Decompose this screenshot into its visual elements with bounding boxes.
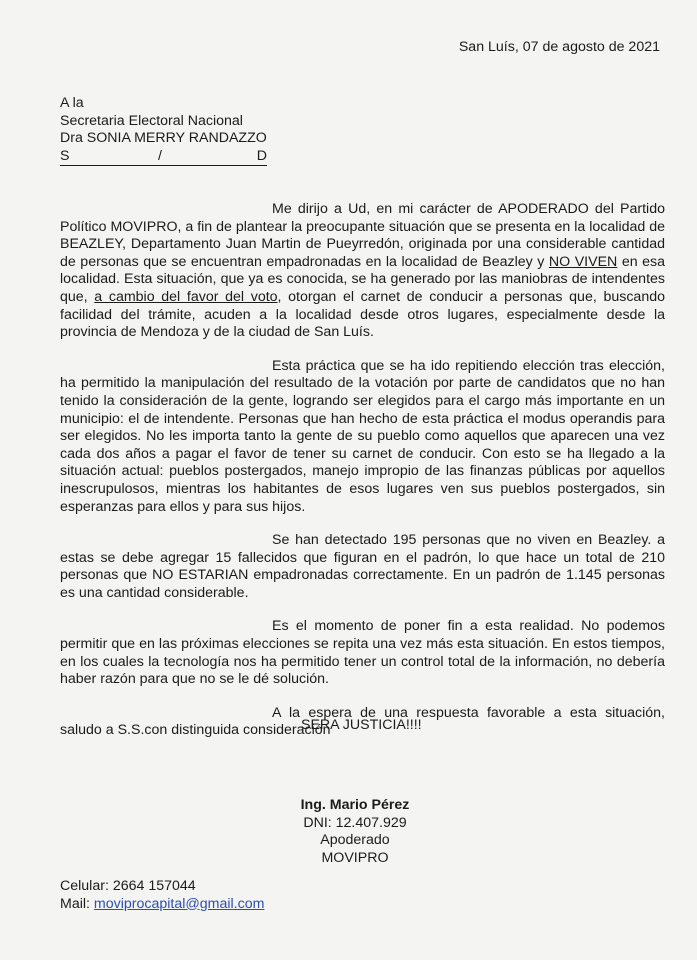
p5-text: A la espera de una respuesta favorable a esta situación, saludo a S.S.con distinguida consideración xyxy=(60,704,665,739)
letter-date: San Luís, 07 de agosto de 2021 xyxy=(458,39,660,55)
sd-slash: / xyxy=(158,147,162,164)
signature-block xyxy=(280,797,430,867)
signer-name: Ing. Mario Pérez xyxy=(300,797,410,813)
contact-celular: Celular: 2664 157044 xyxy=(60,878,196,894)
letter-body xyxy=(60,201,665,756)
p1-text-e: , otorgan el carnet de conducir a personas que, buscando facilidad del trámite, acuden a la localidad desde otros lugares, especialmente desde la provincia de Mendoza y de la ciudad de San Luís. xyxy=(60,288,665,341)
recipient-line-1: A la xyxy=(60,95,84,111)
mail-link[interactable]: moviprocapital@gmail.com xyxy=(93,895,265,912)
p1-text-c: en esa localidad. Esta situación, que ya es conocida, se ha generado por las maniobras de intendentes que, xyxy=(60,253,665,305)
paragraph-4 xyxy=(60,618,665,688)
recipient-sd-line xyxy=(60,148,267,167)
contact-mail-line xyxy=(60,896,264,914)
paragraph-2 xyxy=(60,358,665,516)
p1-text-a: Me dirijo a Ud, en mi carácter de APODERADO del Partido Político MOVIPRO, a fin de plantear la preocupante situación que se presenta en la localidad de BEAZLEY, Departamento Juan Martin de Pueyrredón, originada por una considerable cantidad de personas que se encuentran empadronadas en la localidad de Beazley y xyxy=(60,201,665,270)
sera-justicia: SERA JUSTICIA!!!! xyxy=(301,717,422,733)
p2-text: Esta práctica que se ha ido repitiendo elección tras elección, ha permitido la manipulación del resultado de la votación por parte de candidatos que no han tenido la consideración de la gente, logrando ser elegidos para el cargo más importante en un municipio: el de intendente. Personas que han hecho de esta práctica el modus operandis para ser elegidos. No les importa tanto la gente de su pueblo como aquellos que aparecen una vez cada dos años a pagar el favor de tener su carnet de conducir. Con esto se ha llegado a la situación actual: pueblos postergados, manejo impropio de las finanzas públicas por aquellos inescrupulosos, mientras los habitantes de esos lugares ven sus pueblos postergados, sin esperanzas para ellos y para sus hijos. xyxy=(60,357,665,515)
paragraph-1 xyxy=(60,201,665,342)
signer-role: Apoderado xyxy=(320,832,390,849)
contact-block xyxy=(60,878,264,913)
p4-text: Es el momento de poner fin a esta realidad. No podemos permitir que en las próximas elecciones se repita una vez más esta situación. En estos tiempos, en los cuales la tecnología nos ha permitido tener un control total de la información, no debería haber razón para que no se le dé solución. xyxy=(60,618,665,688)
recipient-line-2: Secretaria Electoral Nacional xyxy=(60,112,243,129)
paragraph-3 xyxy=(60,532,665,602)
signer-party: MOVIPRO xyxy=(321,849,389,866)
recipient-line-3: Dra SONIA MERRY RANDAZZO xyxy=(60,130,267,147)
p1-no-viven: NO VIVEN xyxy=(548,253,618,270)
signer-dni: DNI: 12.407.929 xyxy=(303,814,407,831)
p1-favor-voto: a cambio del favor del voto xyxy=(94,288,278,305)
sd-s: S xyxy=(60,147,70,164)
mail-label: Mail: xyxy=(60,895,94,912)
recipient-block xyxy=(60,95,267,166)
p3-text: Se han detectado 195 personas que no viven en Beazley. a estas se debe agregar 15 fallecidos que figuran en el padrón, lo que hace un total de 210 personas que NO ESTARIAN empadronadas correctamente. En un padrón de 1.145 personas es una cantidad considerable. xyxy=(60,532,665,601)
sd-d: D xyxy=(256,147,267,164)
